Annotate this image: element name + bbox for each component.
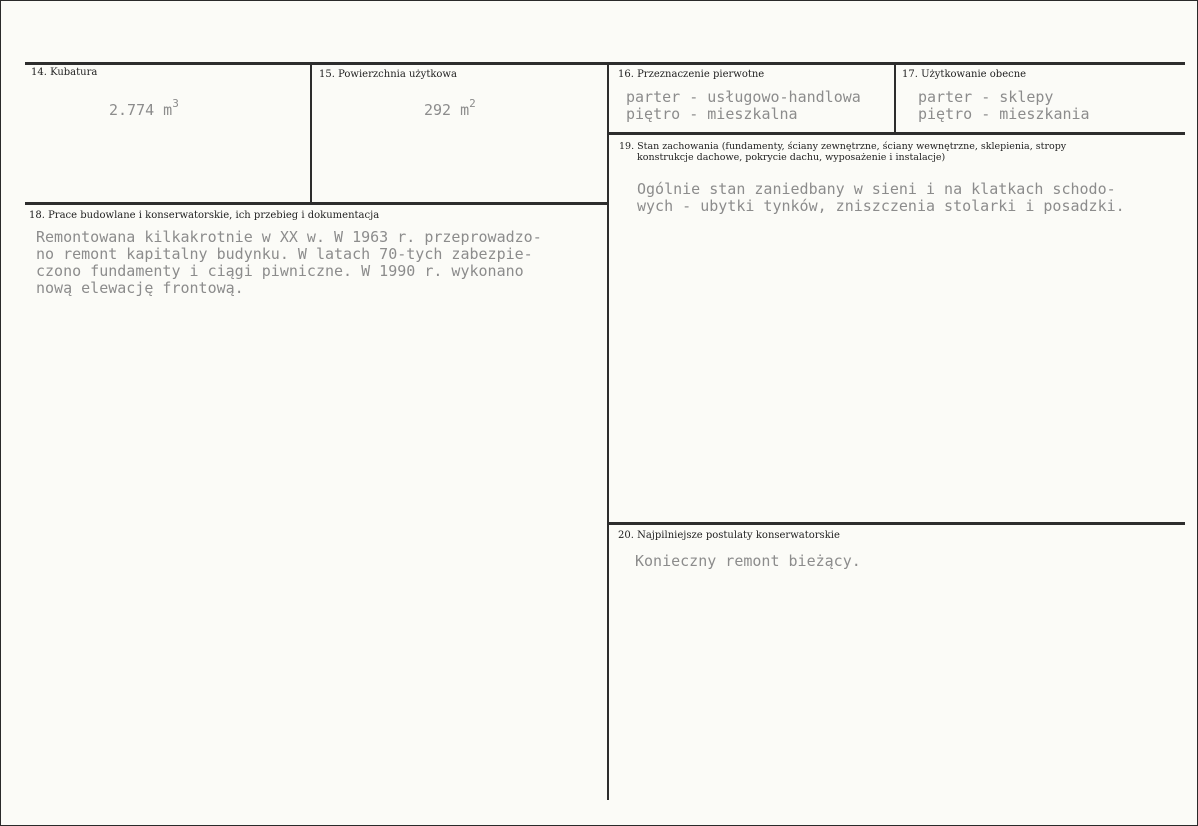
section-20-value: Konieczny remont bieżący. xyxy=(635,552,861,570)
section-18-line-2: no remont kapitalny budynku. W latach 70-tych zabezpie- xyxy=(36,245,533,263)
rule-under-16-17 xyxy=(608,132,1185,135)
section-17-line-2: piętro - mieszkania xyxy=(918,105,1090,123)
main-column-divider xyxy=(607,63,609,800)
cubature-exponent: 3 xyxy=(172,97,179,110)
section-19-line-2: wych - ubytki tynków, zniszczenia stolarki i posadzki. xyxy=(637,197,1125,215)
section-16-line-1: parter - usługowo-handlowa xyxy=(626,88,861,106)
section-19-line-1: Ogólnie stan zaniedbany w sieni i na klatkach schodo- xyxy=(637,180,1116,198)
section-19-label-line-2: konstrukcje dachowe, pokrycie dachu, wyposażenie i instalacje) xyxy=(637,152,946,163)
section-17-label: 17. Użytkowanie obecne xyxy=(902,69,1027,80)
divider-16-17 xyxy=(894,63,896,133)
section-18-line-3: czono fundamenty i ciągi piwniczne. W 1990 r. wykonano xyxy=(36,262,524,280)
rule-under-14-15 xyxy=(25,202,608,205)
section-18-label: 18. Prace budowlane i konserwatorskie, ich przebieg i dokumentacja xyxy=(29,210,380,221)
section-19-label-line-1: 19. Stan zachowania (fundamenty, ściany zewnętrzne, ściany wewnętrzne, sklepienia, stropy xyxy=(619,141,1067,152)
section-20-label: 20. Najpilniejsze postulaty konserwatorskie xyxy=(618,530,840,541)
section-16-label: 16. Przeznaczenie pierwotne xyxy=(618,69,765,80)
divider-14-15 xyxy=(310,63,312,203)
cubature-text: 2.774 m xyxy=(109,101,173,119)
area-text: 292 m xyxy=(424,101,470,119)
section-14-label: 14. Kubatura xyxy=(31,67,98,78)
section-18-line-1: Remontowana kilkakrotnie w XX w. W 1963 r. przeprowadzo- xyxy=(36,228,542,246)
section-15-label: 15. Powierzchnia użytkowa xyxy=(319,69,457,80)
section-14-value xyxy=(109,95,179,119)
section-15-value xyxy=(424,95,476,119)
rule-above-20 xyxy=(608,522,1185,525)
top-rule xyxy=(25,62,1185,65)
section-18-line-4: nową elewację frontową. xyxy=(36,279,244,297)
section-16-line-2: piętro - mieszkalna xyxy=(626,105,798,123)
area-exponent: 2 xyxy=(469,97,476,110)
section-17-line-1: parter - sklepy xyxy=(918,88,1054,106)
